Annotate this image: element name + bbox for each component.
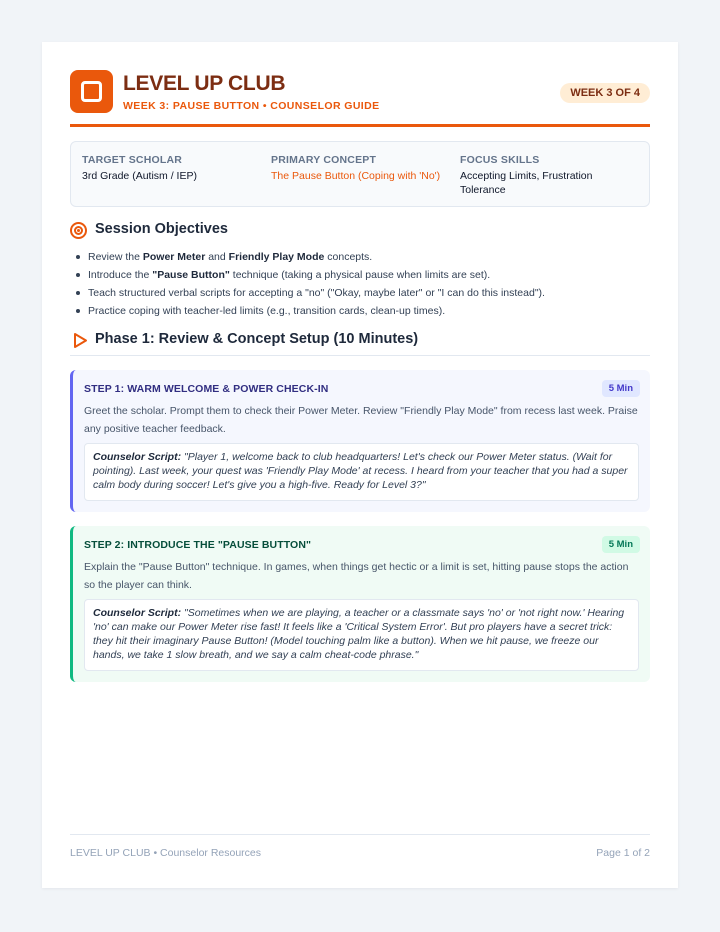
counselor-script <box>84 443 639 501</box>
step-description: Explain the "Pause Button" technique. In games, when things get hectic or a limit is set, hitting pause stops the action so the player can think. <box>84 561 629 591</box>
info-value: 3rd Grade (Autism / IEP) <box>82 170 197 182</box>
step-description: Greet the scholar. Prompt them to check their Power Meter. Review "Friendly Play Mode" from recess last week. Praise any positive teacher feedback. <box>84 405 638 435</box>
step-title: STEP 2: INTRODUCE THE "PAUSE BUTTON" <box>84 539 312 551</box>
header-divider <box>70 124 650 127</box>
list-item: Introduce the "Pause Button" technique (taking a physical pause when limits are set). <box>88 266 648 284</box>
info-label: FOCUS SKILLS <box>460 154 540 166</box>
script-text: "Sometimes when we are playing, a teacher or a classmate says 'no' or 'not right now.' Hearing 'no' can make our Power Meter rise fast! It feels like a 'Critical System Error'. But pro players have a secret trick: they hit their imaginary Pause Button! (Model touching palm like a button). When we hit pause, we freeze our hands, we take 1 slow breath, and we say a calm cheat-code phrase." <box>93 607 625 661</box>
step-duration-badge: 5 Min <box>602 380 640 397</box>
script-label: Counselor Script: <box>93 451 182 463</box>
counselor-script <box>84 599 639 671</box>
footer-divider <box>70 834 650 835</box>
step-duration-badge: 5 Min <box>602 536 640 553</box>
step-card-1 <box>70 370 650 512</box>
session-info-box <box>70 141 650 207</box>
info-label: TARGET SCHOLAR <box>82 154 183 166</box>
list-item: Review the Power Meter and Friendly Play Mode concepts. <box>88 248 648 266</box>
objectives-heading-text: Session Objectives <box>95 221 228 237</box>
info-label: PRIMARY CONCEPT <box>271 154 377 166</box>
phase1-heading-text: Phase 1: Review & Concept Setup (10 Minutes) <box>95 331 419 347</box>
list-item: Teach structured verbal scripts for accepting a "no" ("Okay, maybe later" or "I can do this instead"). <box>88 284 648 302</box>
document-page <box>42 42 678 888</box>
page-number: Page 1 of 2 <box>596 847 650 859</box>
info-value: The Pause Button (Coping with 'No') <box>271 170 441 182</box>
list-item: Practice coping with teacher-led limits (e.g., transition cards, clean-up times). <box>88 302 648 320</box>
target-icon <box>70 222 87 239</box>
step-title: STEP 1: WARM WELCOME & POWER CHECK-IN <box>84 383 329 395</box>
document-title: LEVEL UP CLUB <box>123 72 286 95</box>
objectives-list <box>88 248 648 320</box>
document-subtitle: WEEK 3: PAUSE BUTTON • COUNSELOR GUIDE <box>123 100 380 112</box>
script-text: "Player 1, welcome back to club headquarters! Let's check our Power Meter status. (Wait for pointing). Last week, your quest was 'Friendly Play Mode' at recess. I heard from your teacher that you had a super calm body during soccer! Let's give you a high-five. Ready for Level 3?" <box>93 451 628 491</box>
info-focus-skills <box>460 154 640 197</box>
info-primary-concept <box>271 154 451 183</box>
square-logo-icon <box>70 70 113 113</box>
footer-left-text: LEVEL UP CLUB • Counselor Resources <box>70 847 262 859</box>
info-value: Accepting Limits, Frustration Tolerance <box>460 170 593 196</box>
phase1-heading <box>70 330 650 352</box>
step-card-2 <box>70 526 650 682</box>
objectives-heading <box>70 220 650 242</box>
week-badge: WEEK 3 OF 4 <box>560 83 650 103</box>
play-icon <box>72 332 88 349</box>
info-target-scholar <box>82 154 262 183</box>
script-label: Counselor Script: <box>93 607 182 619</box>
document-header <box>70 70 650 114</box>
phase1-divider <box>70 355 650 356</box>
